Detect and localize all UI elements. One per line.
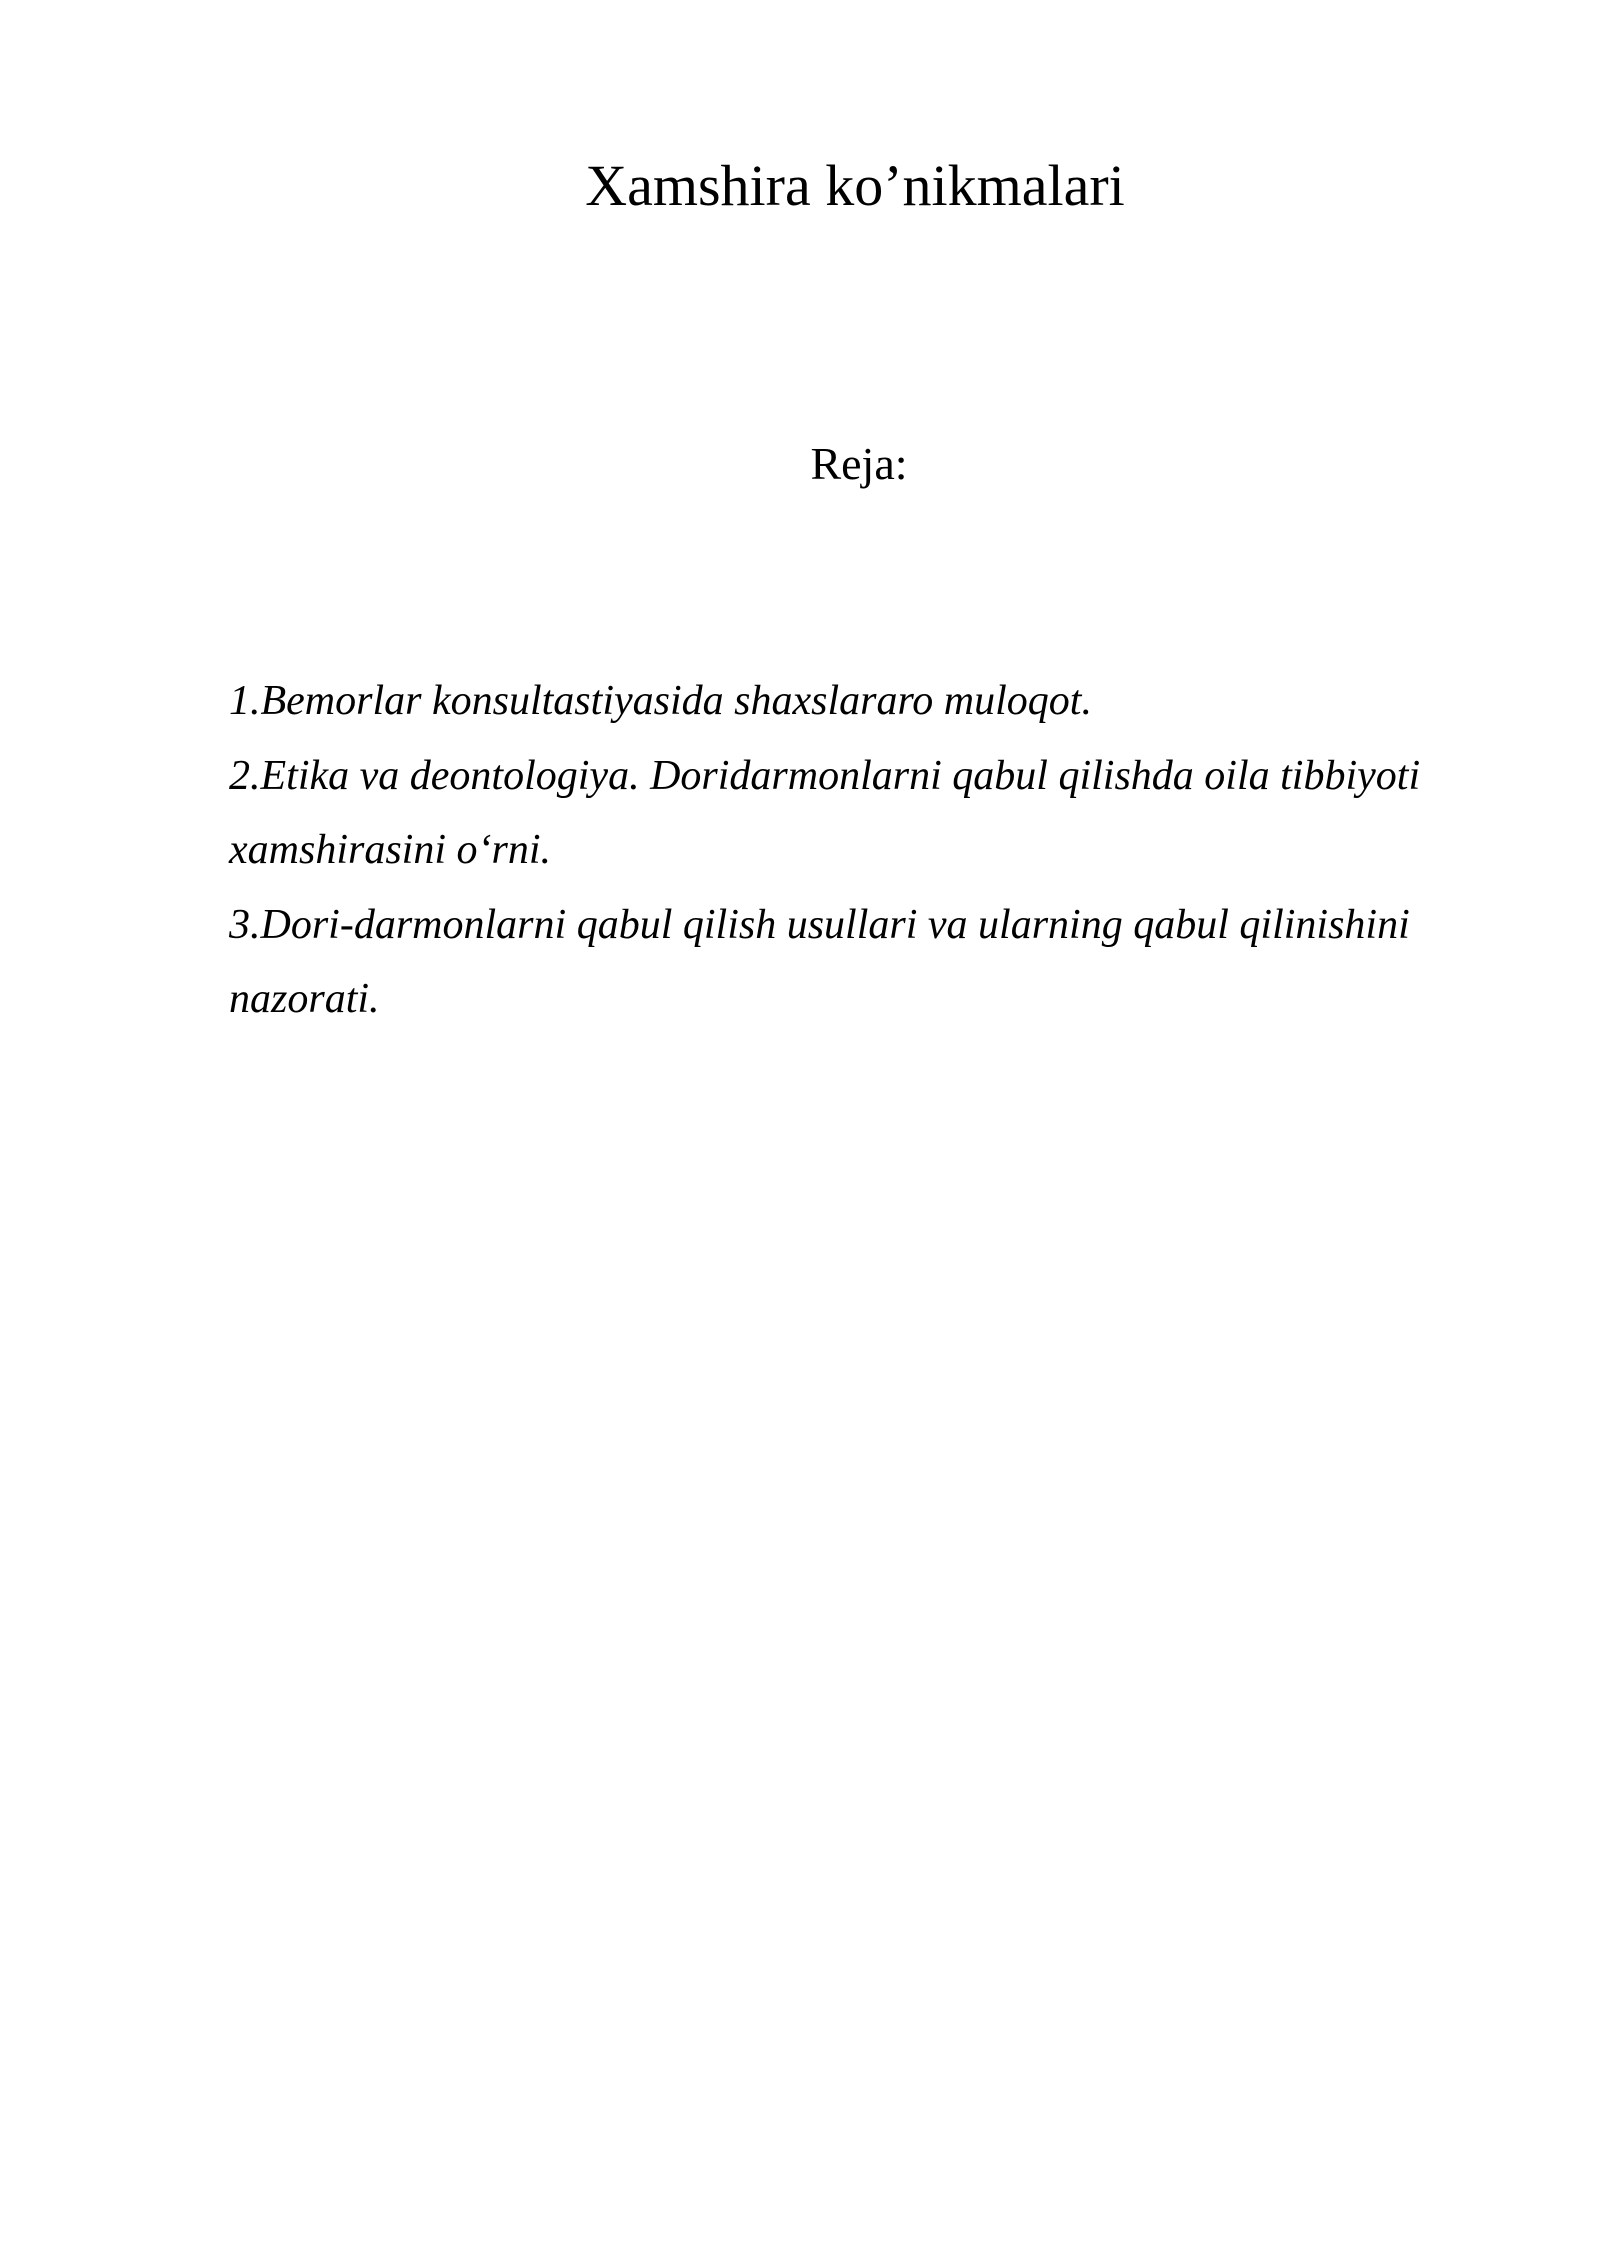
plan-list [229,664,1491,1037]
plan-item-1: 1.Bemorlar konsultastiyasida shaxslararo muloqot. [229,678,1092,724]
plan-item-3: 3.Dori-darmonlarni qabul qilish usullari va ularning qabul qilinishini nazorati. [229,901,1410,1022]
document-title: Xamshira ko’nikmalari [585,153,1125,218]
plan-heading: Reja: [810,438,908,489]
plan-item-2: 2.Etika va deontologiya. Doridarmonlarni qabul qilishda oila tibbiyoti xamshirasini o‘rni. [229,752,1421,873]
